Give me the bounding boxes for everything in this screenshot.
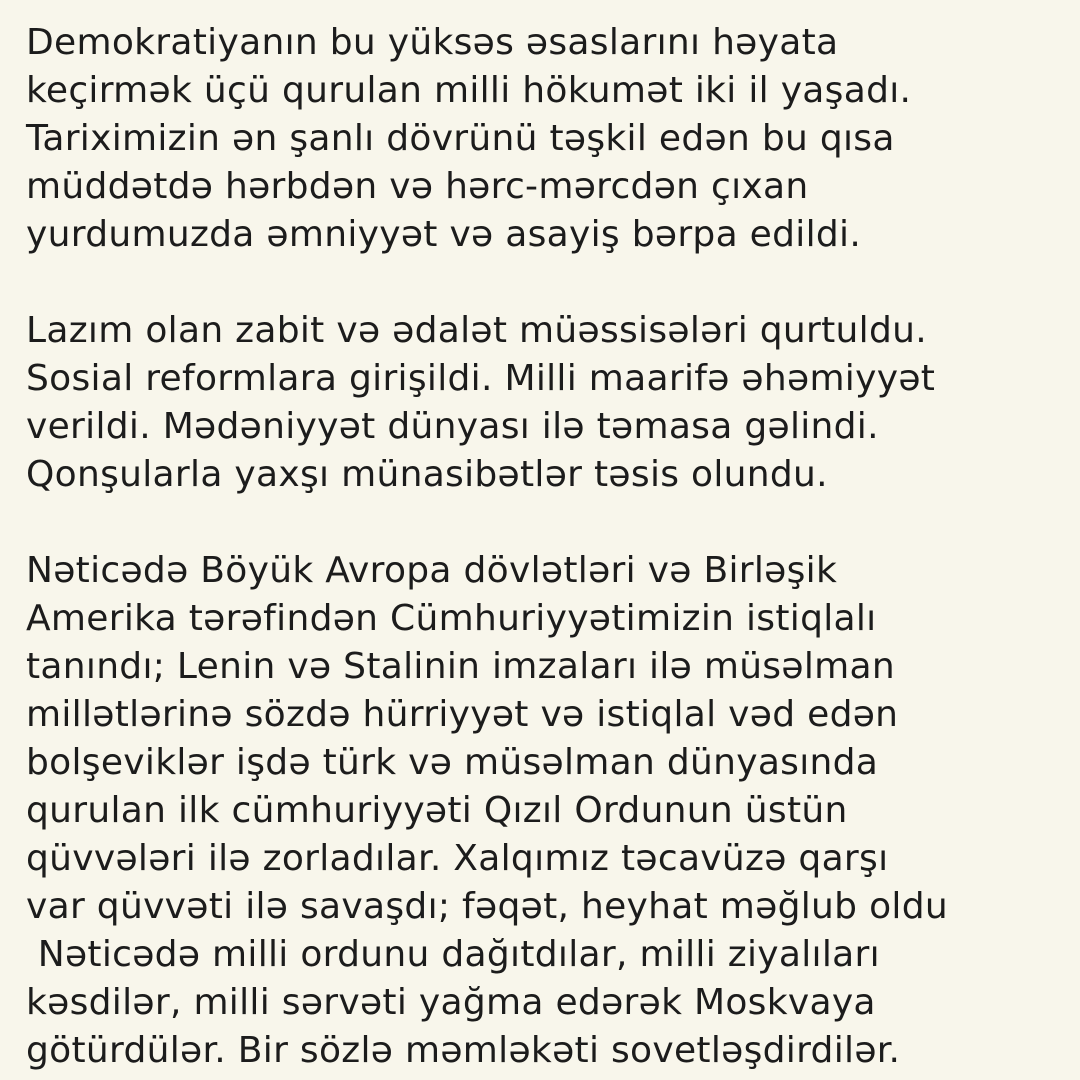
text-line: verildi. Mədəniyyət dünyası ilə təmasa gəlindi. xyxy=(26,406,879,447)
text-line: Nəticədə milli ordunu dağıtdılar, milli ziyalıları xyxy=(26,934,880,975)
text-line: qurulan ilk cümhuriyyəti Qızıl Ordunun üstün xyxy=(26,790,848,831)
text-line: bolşeviklər işdə türk və müsəlman dünyasında xyxy=(26,742,879,783)
text-line: Amerika tərəfindən Cümhuriyyətimizin istiqlalı xyxy=(26,598,877,639)
text-line: millətlərinə sözdə hürriyyət və istiqlal vəd edən xyxy=(26,694,899,735)
text-line: qüvvələri ilə zorladılar. Xalqımız təcavüzə qarşı xyxy=(26,838,889,879)
text-line: Demokratiyanın bu yüksəs əsaslarını həyata xyxy=(26,22,839,63)
text-line: yurdumuzda əmniyyət və asayiş bərpa edildi. xyxy=(26,214,862,255)
text-line: götürdülər. Bir sözlə məmləkəti sovetləşdirdilər. xyxy=(26,1030,901,1071)
text-line: Nəticədə Böyük Avropa dövlətləri və Birləşik xyxy=(26,550,838,591)
text-line: var qüvvəti ilə savaşdı; fəqət, heyhat məğlub oldu xyxy=(26,886,948,927)
text-line: kəsdilər, milli sərvəti yağma edərək Moskvaya xyxy=(26,982,876,1023)
text-line: Sosial reformlara girişildi. Milli maarifə əhəmiyyət xyxy=(26,358,936,399)
text-line: Qonşularla yaxşı münasibətlər təsis olundu. xyxy=(26,454,828,495)
text-line: müddətdə hərbdən və hərc-mərcdən çıxan xyxy=(26,166,809,207)
text-line: Tariximizin ən şanlı dövrünü təşkil edən bu qısa xyxy=(26,118,895,159)
text-line: Lazım olan zabit və ədalət müəssisələri qurtuldu. xyxy=(26,310,927,351)
text-line: tanındı; Lenin və Stalinin imzaları ilə müsəlman xyxy=(26,646,895,687)
text-line: keçirmək üçü qurulan milli hökumət iki il yaşadı. xyxy=(26,70,912,111)
